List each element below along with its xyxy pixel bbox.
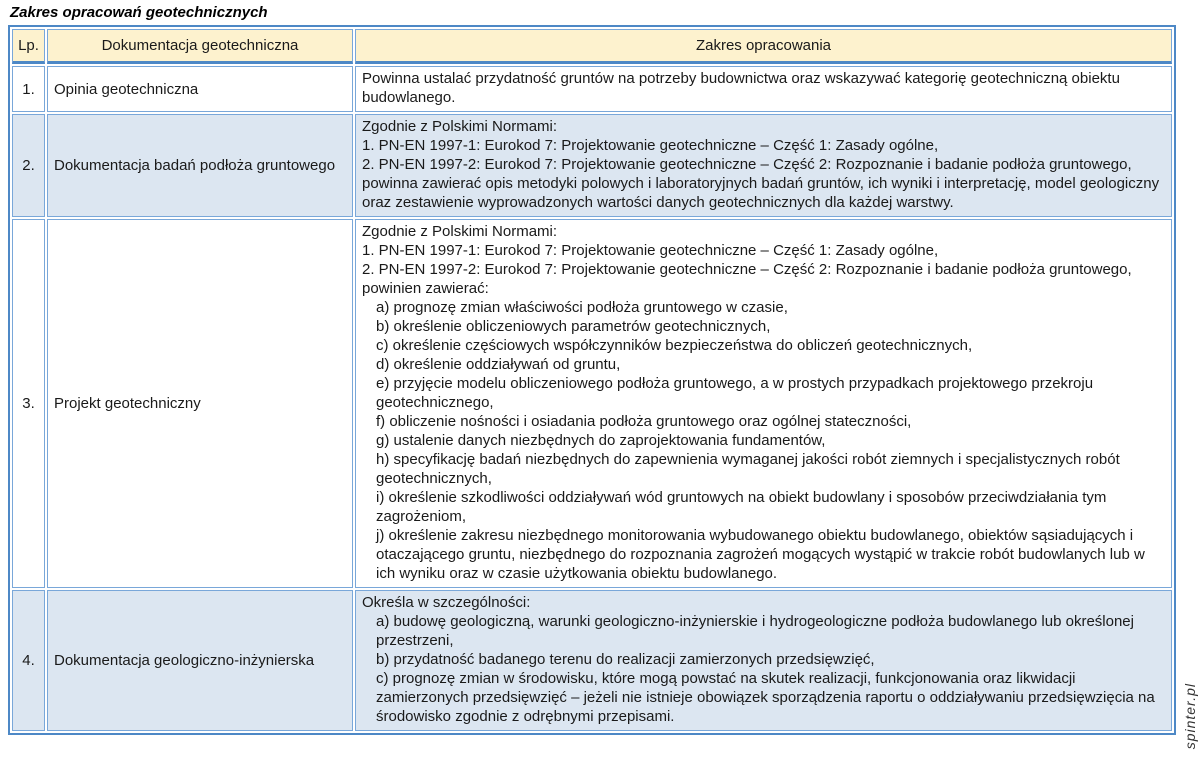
scope-cell [355,114,1172,217]
row-number: 3. [12,219,45,588]
scope-paragraph: Zgodnie z Polskimi Normami: [362,223,558,240]
header-lp: Lp. [12,29,45,64]
scope-paragraph: Określa w szczególności: [362,594,531,611]
documentation-name: Dokumentacja badań podłoża gruntowego [47,114,353,217]
header-row [12,29,1172,64]
table-body [12,66,1172,731]
scope-paragraph: g) ustalenie danych niezbędnych do zaprojektowania fundamentów, [376,432,826,449]
table-row [12,590,1172,731]
header-zakres: Zakres opracowania [355,29,1172,64]
scope-paragraph: b) przydatność badanego terenu do realizacji zamierzonych przedsięwzięć, [376,651,875,668]
watermark-text: spinter.pl [1182,682,1198,749]
scope-paragraph: b) określenie obliczeniowych parametrów geotechnicznych, [376,318,771,335]
scope-paragraph: Zgodnie z Polskimi Normami: [362,118,558,135]
scope-paragraph: i) określenie szkodliwości oddziaływań wód gruntowych na obiekt budowlany i sposobów przeciwdziałania tym zagrożeniom, [376,489,1107,525]
scope-paragraph: j) określenie zakresu niezbędnego monitorowania wybudowanego obiektu budowlanego, obiektów sąsiadujących i otaczającego gruntu, niezbędnego do rozpoznania zagrożeń mogących wystąpić w trakcie robót budowlanych lub w ich wyniku oraz w czasie użytkowania obiektu budowlanego. [376,527,1145,582]
scope-paragraph: 2. PN-EN 1997-2: Eurokod 7: Projektowanie geotechniczne – Część 2: Rozpoznanie i badanie podłoża gruntowego, [362,261,1132,278]
scope-paragraph: d) określenie oddziaływań od gruntu, [376,356,621,373]
table-row [12,66,1172,112]
scope-paragraph: c) określenie częściowych współczynników bezpieczeństwa do obliczeń geotechnicznych, [376,337,973,354]
scope-paragraph: a) prognozę zmian właściwości podłoża gruntowego w czasie, [376,299,788,316]
documentation-name: Projekt geotechniczny [47,219,353,588]
table-row [12,219,1172,588]
table-row [12,114,1172,217]
table-header [12,29,1172,64]
row-number: 4. [12,590,45,731]
scope-cell [355,219,1172,588]
documentation-name: Opinia geotechniczna [47,66,353,112]
scope-paragraph: c) prognozę zmian w środowisku, które mogą powstać na skutek realizacji, funkcjonowania oraz likwidacji zamierzonych przedsięwzięć – jeżeli nie istnieje obowiązek sporządzenia raportu o oddziaływaniu przedsięwzięcia na środowisko zgodnie z odrębnymi przepisami. [376,670,1155,725]
scope-paragraph: powinien zawierać: [362,280,489,297]
scope-paragraph: f) obliczenie nośności i osiadania podłoża gruntowego oraz ogólnej stateczności, [376,413,912,430]
geotechnical-table [8,25,1176,735]
scope-paragraph: powinna zawierać opis metodyki polowych i laboratoryjnych badań gruntów, ich wyniki i interpretację, model geologiczny oraz zestawienie wyprowadzonych wartości danych geotechnicznych dla każdej warstwy. [362,175,1160,211]
row-number: 2. [12,114,45,217]
row-number: 1. [12,66,45,112]
scope-paragraph: e) przyjęcie modelu obliczeniowego podłoża gruntowego, a w prostych przypadkach projektowego przekroju geotechnicznego, [376,375,1094,411]
scope-paragraph: a) budowę geologiczną, warunki geologiczno-inżynierskie i hydrogeologiczne podłoża budowlanego lub określonej przestrzeni, [376,613,1134,649]
page-title: Zakres opracowań geotechnicznych [10,4,268,21]
scope-paragraph: Powinna ustalać przydatność gruntów na potrzeby budownictwa oraz wskazywać kategorię geotechniczną obiektu budowlanego. [362,70,1120,106]
scope-paragraph: h) specyfikację badań niezbędnych do zapewnienia wymaganej jakości robót ziemnych i specjalistycznych robót geotechnicznych, [376,451,1120,487]
scope-paragraph: 1. PN-EN 1997-1: Eurokod 7: Projektowanie geotechniczne – Część 1: Zasady ogólne, [362,242,939,259]
scope-cell [355,590,1172,731]
header-dokumentacja: Dokumentacja geotechniczna [47,29,353,64]
documentation-name: Dokumentacja geologiczno-inżynierska [47,590,353,731]
scope-cell [355,66,1172,112]
scope-paragraph: 2. PN-EN 1997-2: Eurokod 7: Projektowanie geotechniczne – Część 2: Rozpoznanie i badanie podłoża gruntowego, [362,156,1132,173]
scope-paragraph: 1. PN-EN 1997-1: Eurokod 7: Projektowanie geotechniczne – Część 1: Zasady ogólne, [362,137,939,154]
